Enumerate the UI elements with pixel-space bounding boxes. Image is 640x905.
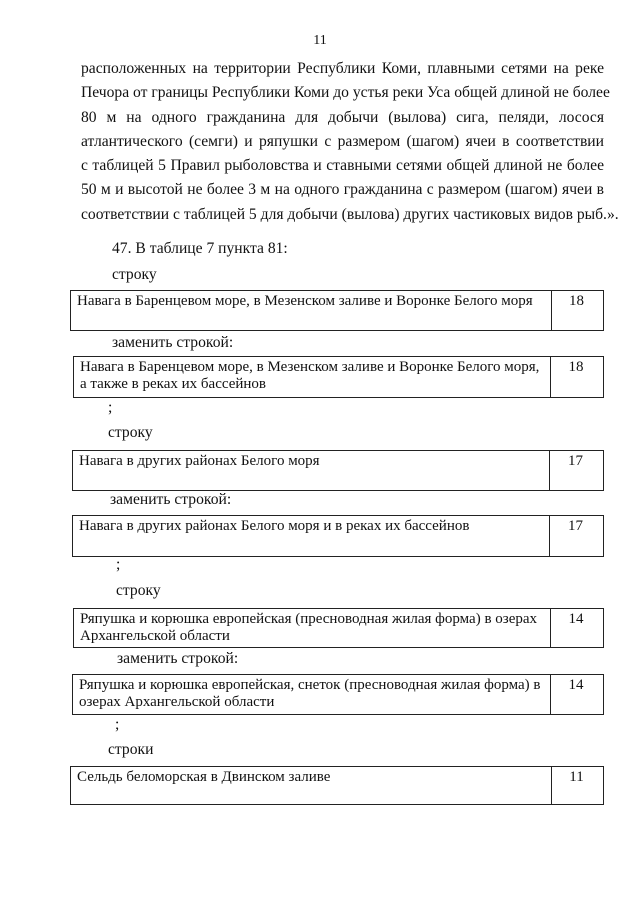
label-stroku: строку bbox=[116, 582, 161, 599]
row-description: Навага в Баренцевом море, в Мезенском заливе и Воронке Белого моря bbox=[71, 291, 552, 330]
paragraph-line: соответствии с таблицей 5 для добычи (вылова) других частиковых видов рыб.». bbox=[81, 205, 619, 223]
paragraph-line: 80 м на одного гражданина для добычи (вылова) сига, пеляди, лосося bbox=[81, 108, 604, 126]
semicolon: ; bbox=[116, 556, 121, 573]
row-value: 14 bbox=[568, 611, 584, 627]
row-description: Ряпушка и корюшка европейская (пресноводная жилая форма) в озерах Архангельской области bbox=[74, 609, 551, 647]
paragraph-line: с таблицей 5 Правил рыболовства и ставными сетями общей длиной не более bbox=[81, 157, 604, 175]
paragraph-line: Печора от границы Республики Коми до устья реки Уса общей длиной не более bbox=[81, 84, 610, 102]
label-zamenit: заменить строкой: bbox=[117, 650, 239, 667]
label-stroku: строку bbox=[108, 424, 153, 441]
row-description: Сельдь беломорская в Двинском заливе bbox=[71, 767, 552, 804]
row-description: Ряпушка и корюшка европейская, снеток (пресноводная жилая форма) в озерах Архангельской области bbox=[73, 675, 551, 714]
semicolon: ; bbox=[115, 716, 120, 733]
page-number: 11 bbox=[313, 33, 327, 48]
label-stroki: строки bbox=[108, 741, 154, 758]
paragraph-line: атлантического (семги) и ряпушки с размером (шагом) ячеи в соответствии bbox=[81, 132, 604, 150]
table-row-original bbox=[73, 608, 604, 648]
item-47-heading: 47. В таблице 7 пункта 81: bbox=[112, 240, 288, 257]
row-value: 18 bbox=[568, 359, 584, 375]
table-row-replacement bbox=[72, 515, 604, 557]
row-value: 14 bbox=[568, 677, 584, 693]
row-description: Навага в других районах Белого моря bbox=[73, 451, 550, 490]
paragraph-continuation bbox=[81, 57, 619, 227]
paragraph-line: 50 м и высотой не более 3 м на одного гражданина с размером (шагом) ячеи в bbox=[81, 181, 604, 199]
table-row-original bbox=[70, 290, 604, 331]
label-zamenit: заменить строкой: bbox=[112, 334, 234, 351]
row-value: 17 bbox=[568, 518, 583, 534]
label-stroku: строку bbox=[112, 266, 157, 283]
label-zamenit: заменить строкой: bbox=[110, 491, 232, 508]
semicolon: ; bbox=[108, 399, 113, 416]
table-row-replacement bbox=[72, 674, 604, 715]
table-row-original bbox=[72, 450, 604, 491]
table-row-replacement bbox=[73, 356, 604, 398]
paragraph-line: расположенных на территории Республики Коми, плавными сетями на реке bbox=[81, 60, 604, 77]
table-row-original bbox=[70, 766, 604, 805]
row-description: Навага в других районах Белого моря и в реках их бассейнов bbox=[73, 516, 550, 556]
row-description: Навага в Баренцевом море, в Мезенском заливе и Воронке Белого моря, а также в реках их бассейнов bbox=[74, 357, 551, 397]
row-value: 11 bbox=[569, 769, 584, 785]
row-value: 18 bbox=[569, 293, 584, 309]
row-value: 17 bbox=[568, 453, 583, 469]
